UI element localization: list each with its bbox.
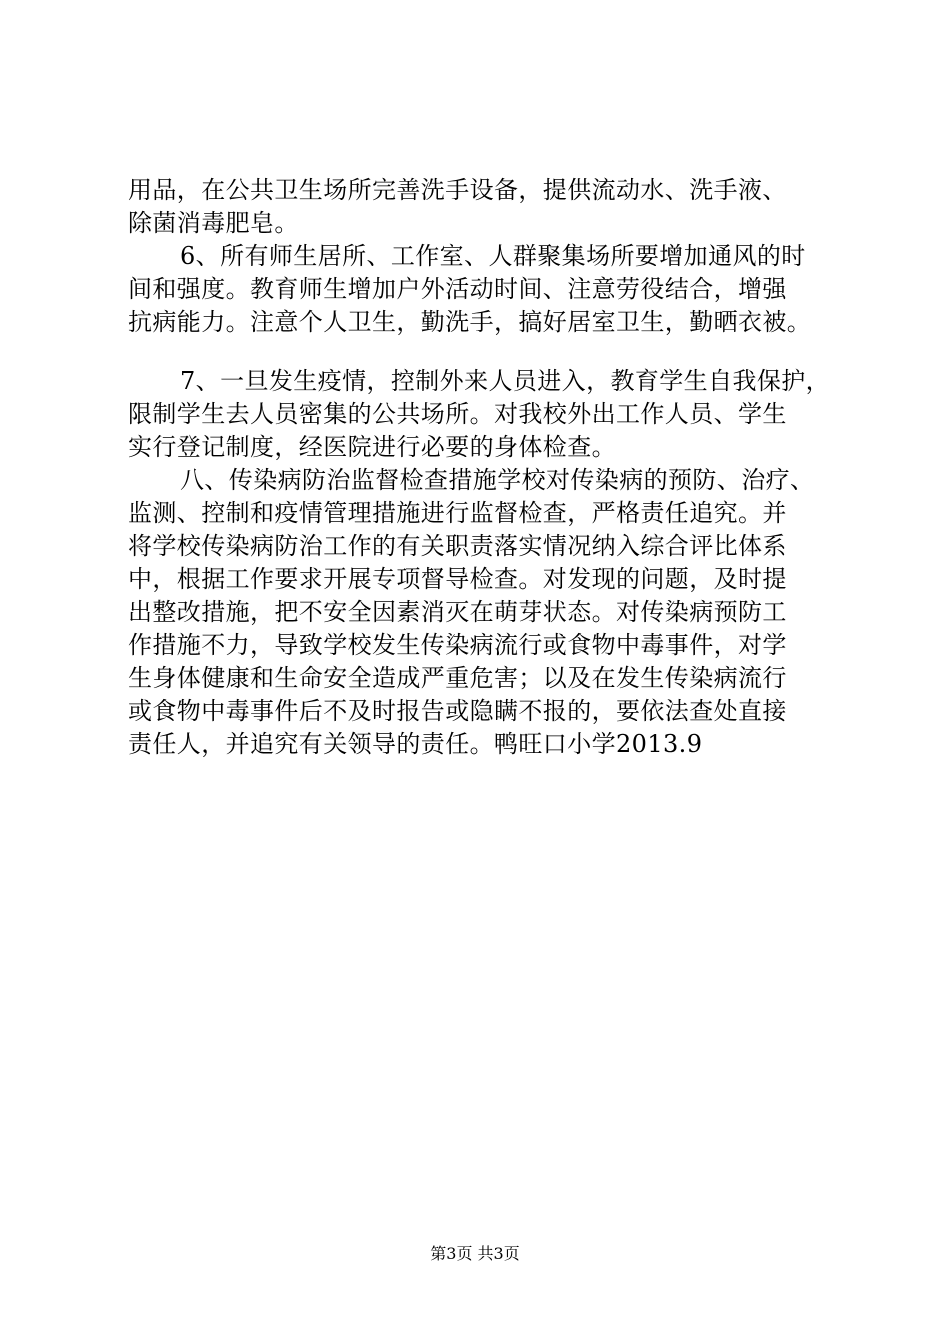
page-footer: 第3页 共3页 bbox=[430, 1244, 520, 1263]
blank-line bbox=[128, 339, 852, 365]
text-line: 间和强度。教育师生增加户外活动时间、注意劳役结合，增强 bbox=[128, 275, 787, 303]
paragraph-8-start: 八、传染病防治监督检查措施学校对传染病的预防、治疗、 bbox=[180, 466, 815, 494]
text-line: 用品，在公共卫生场所完善洗手设备，提供流动水、洗手液、 bbox=[128, 176, 787, 204]
text-line: 中，根据工作要求开展专项督导检查。对发现的问题，及时提 bbox=[128, 565, 787, 593]
text-line: 出整改措施，把不安全因素消灭在萌芽状态。对传染病预防工 bbox=[128, 598, 787, 626]
text-line: 作措施不力，导致学校发生传染病流行或食物中毒事件，对学 bbox=[128, 631, 787, 659]
text-line: 抗病能力。注意个人卫生，勤洗手，搞好居室卫生，勤晒衣被。 bbox=[128, 308, 812, 336]
paragraph-6-start: 6、所有师生居所、工作室、人群聚集场所要增加通风的时 bbox=[180, 242, 806, 270]
text-line: 限制学生去人员密集的公共场所。对我校外出工作人员、学生 bbox=[128, 400, 787, 428]
text-line: 将学校传染病防治工作的有关职责落实情况纳入综合评比体系 bbox=[128, 532, 787, 560]
text-line: 实行登记制度，经医院进行必要的身体检查。 bbox=[128, 433, 616, 461]
paragraph-7-start: 7、一旦发生疫情，控制外来人员进入，教育学生自我保护， bbox=[180, 367, 831, 395]
document-body bbox=[128, 174, 852, 761]
text-line: 或食物中毒事件后不及时报告或隐瞒不报的，要依法查处直接 bbox=[128, 697, 787, 725]
text-line: 生身体健康和生命安全造成严重危害；以及在发生传染病流行 bbox=[128, 664, 787, 692]
text-line: 责任人，并追究有关领导的责任。鸭旺口小学2013.9 bbox=[128, 730, 703, 758]
text-line: 除菌消毒肥皂。 bbox=[128, 209, 299, 237]
text-line: 监测、控制和疫情管理措施进行监督检查，严格责任追究。并 bbox=[128, 499, 787, 527]
